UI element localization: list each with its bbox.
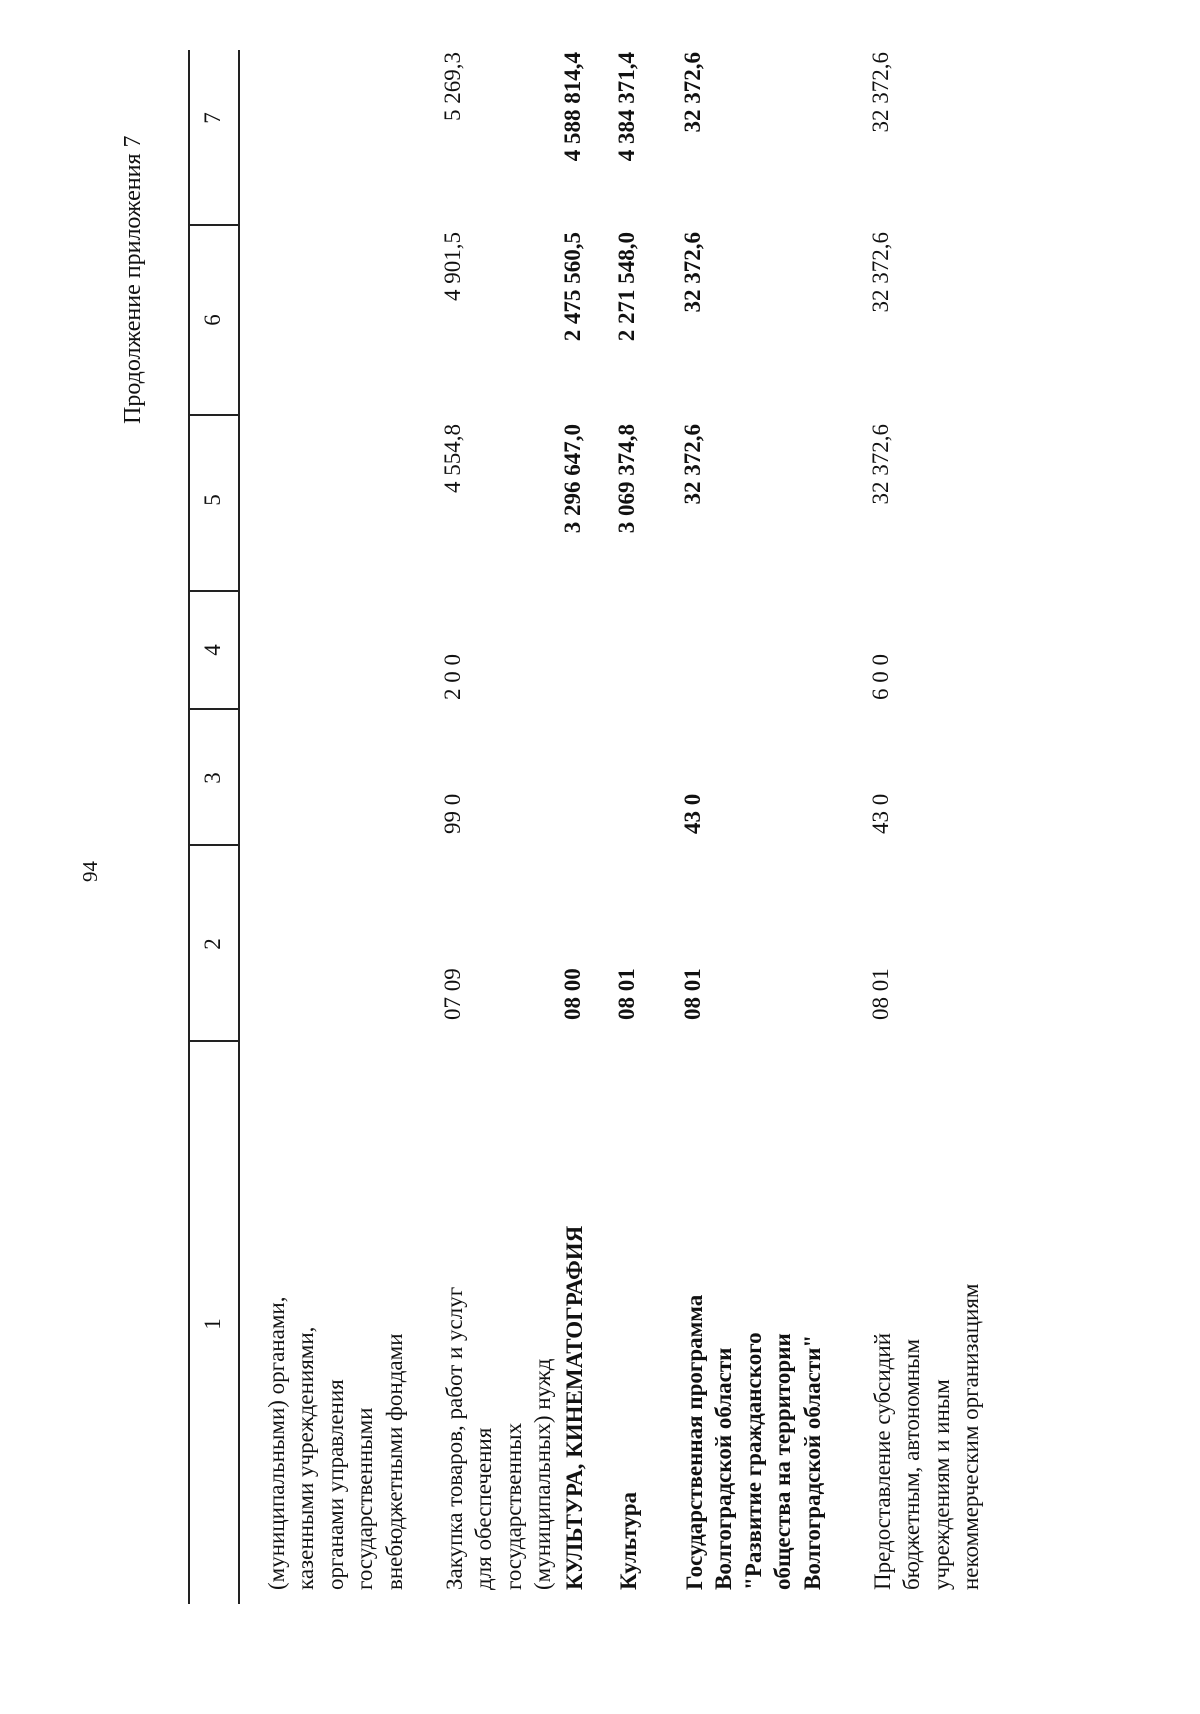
row-label: Закупка товаров, работ и услуг для обеспечения государственных (муниципальных) нужд <box>442 1286 556 1590</box>
header-col-1: 1 <box>200 1318 225 1330</box>
row-value-col6: 4 901,5 <box>440 232 465 301</box>
row-program-code: 43 0 <box>680 793 705 834</box>
row-value-col7: 5 269,3 <box>440 52 465 121</box>
row-value-col5: 32 372,6 <box>680 424 705 505</box>
header-col-5: 5 <box>200 494 225 506</box>
row-value-col6: 2 475 560,5 <box>560 232 585 342</box>
header-col-4: 4 <box>200 644 225 656</box>
row-value-col7: 32 372,6 <box>680 52 705 133</box>
row-section-code: 08 01 <box>868 968 893 1020</box>
header-col-3: 3 <box>200 772 225 784</box>
row-section-code: 08 01 <box>614 968 639 1020</box>
column-separator <box>188 844 238 846</box>
row-value-col7: 4 588 814,4 <box>560 52 585 162</box>
row-section-code: 07 09 <box>440 968 465 1020</box>
row-value-col5: 3 296 647,0 <box>560 424 585 534</box>
table-header-rule <box>238 50 240 1604</box>
header-col-6: 6 <box>200 314 225 326</box>
row-value-col6: 2 271 548,0 <box>614 232 639 342</box>
row-section-code: 08 01 <box>680 968 705 1020</box>
row-value-col5: 3 069 374,8 <box>614 424 639 534</box>
row-value-col7: 4 384 371,4 <box>614 52 639 162</box>
row-expense-type: 6 0 0 <box>868 654 893 700</box>
row-expense-type: 2 0 0 <box>440 654 465 700</box>
row-value-col6: 32 372,6 <box>680 232 705 313</box>
row-section-code: 08 00 <box>560 968 585 1020</box>
row-program-code: 43 0 <box>868 793 893 834</box>
row-value-col7: 32 372,6 <box>868 52 893 133</box>
column-separator <box>188 224 238 226</box>
column-separator <box>188 414 238 416</box>
table-top-rule <box>188 50 190 1604</box>
row-value-col5: 4 554,8 <box>440 424 465 493</box>
row-label: Культура <box>616 1491 641 1590</box>
column-separator <box>188 708 238 710</box>
row-program-code: 99 0 <box>440 793 465 834</box>
row-label: Предоставление субсидий бюджетным, автономным учреждениям и иным некоммерческим организациям <box>870 1283 984 1590</box>
row-label: КУЛЬТУРА, КИНЕМАТОГРАФИЯ <box>562 1225 587 1590</box>
page-number: 94 <box>78 861 102 882</box>
row-value-col5: 32 372,6 <box>868 424 893 505</box>
row-label: Государственная программа Волгоградской области "Развитие гражданского общества на территории Волгоградской области" <box>682 1294 825 1590</box>
column-separator <box>188 1040 238 1042</box>
header-col-7: 7 <box>200 112 225 124</box>
row-value-col6: 32 372,6 <box>868 232 893 313</box>
row-label: (муниципальными) органами, казенными учреждениями, органами управления государственными внебюджетными фондами <box>264 1296 407 1590</box>
header-col-2: 2 <box>200 938 225 950</box>
continuation-caption: Продолжение приложения 7 <box>120 135 146 424</box>
column-separator <box>188 590 238 592</box>
